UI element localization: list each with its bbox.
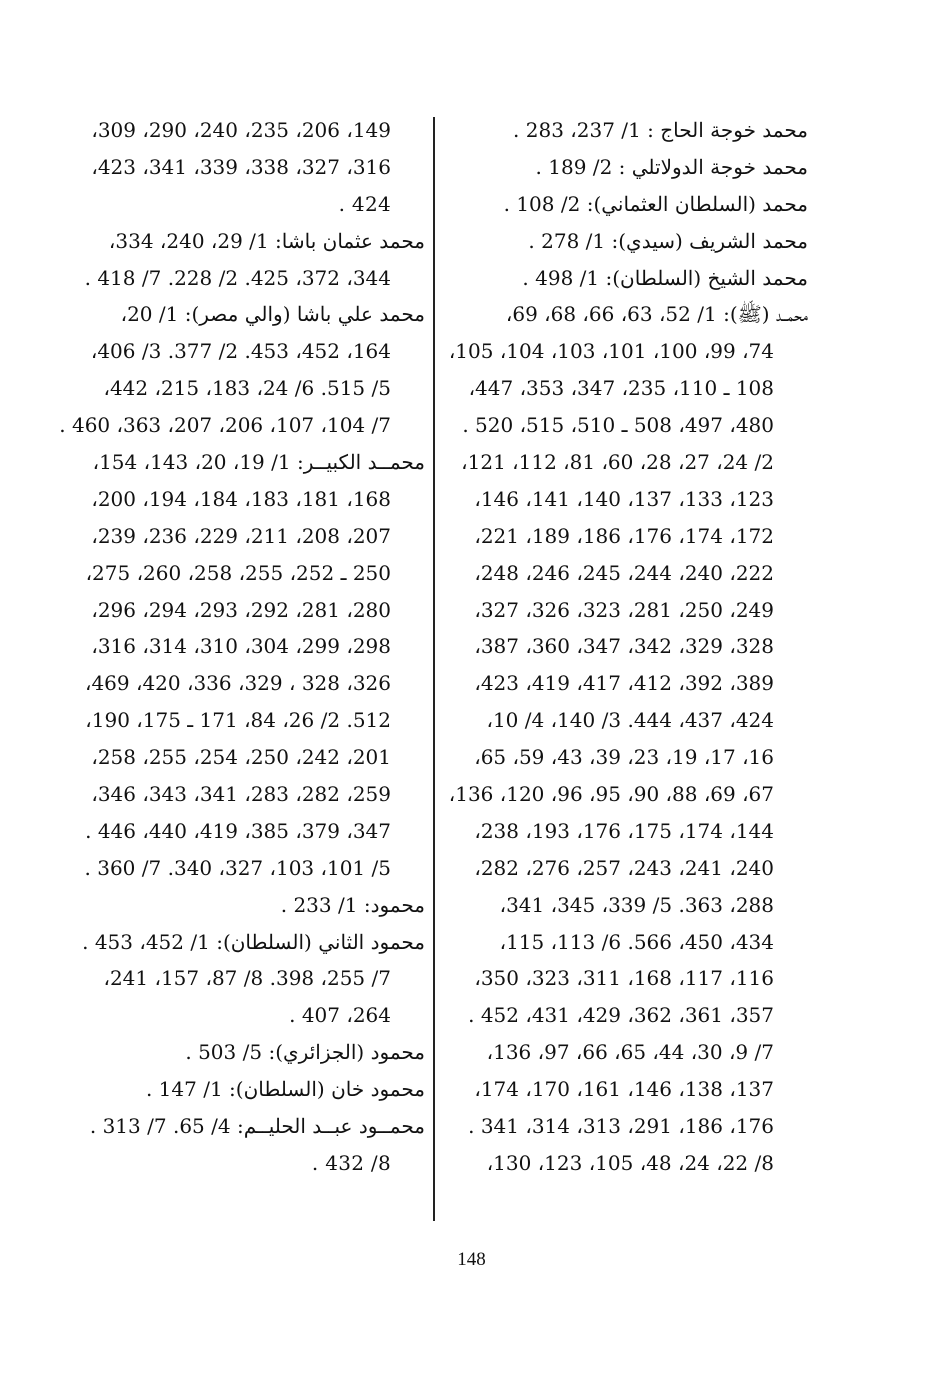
- index-line: محمد علي باشا (والي مصر): 1/ 20،: [120, 302, 425, 327]
- index-line: 347، 379، 385، 419، 440، 446 .: [85, 818, 391, 843]
- index-line: 249، 250، 281، 323، 326، 327،: [474, 597, 774, 622]
- index-line: محمد عثمان باشا: 1/ 29، 240، 334،: [108, 228, 425, 253]
- index-line: 16، 17، 19، 23، 39، 43، 59، 65،: [474, 745, 774, 770]
- index-line: 222، 240، 244، 245، 246، 248،: [474, 560, 774, 585]
- index-line: 250 ـ 252، 255، 258، 260، 275،: [85, 560, 391, 585]
- index-line: 424، 437، 444. 3/ 140، 4/ 10،: [486, 708, 774, 733]
- index-line: 207، 208، 211، 229، 236، 239،: [91, 523, 391, 548]
- index-line: 2/ 24، 27، 28، 60، 81، 112، 121،: [461, 450, 774, 475]
- index-line: 480، 497، 508 ـ 510، 515، 520 .: [462, 413, 774, 438]
- index-line: 298، 299، 304، 310، 314، 316،: [91, 634, 391, 659]
- index-line: محمد خوجة الحاج : 1/ 237، 283 .: [513, 118, 808, 142]
- index-line: 240، 241، 243، 257، 276، 282،: [474, 855, 774, 880]
- index-line: 144، 174، 175، 176، 193، 238،: [474, 818, 774, 843]
- index-line: 149، 206، 235، 240، 290، 309،: [91, 118, 391, 142]
- index-line: محمد (السلطان العثماني): 2/ 108 .: [503, 191, 808, 216]
- index-line: 344، 372، 425. 2/ 228. 7/ 418 .: [84, 265, 391, 290]
- index-line: محمد خوجة الدولاتلي : 2/ 189 .: [535, 154, 808, 179]
- index-line: 176، 186، 291، 313، 314، 341 .: [468, 1114, 774, 1139]
- index-line: محمد الشريف (سيدي): 1/ 278 .: [528, 228, 808, 253]
- index-line: 7/ 104، 107، 206، 207، 363، 460 .: [59, 413, 391, 438]
- index-line: 7/ 255، 398. 8/ 87، 157، 241،: [103, 966, 391, 991]
- index-line: محمود: 1/ 233 .: [280, 892, 425, 917]
- index-line: محمود الثاني (السلطان): 1/ 452، 453 .: [82, 929, 425, 954]
- index-line: محمــد الكبيــر: 1/ 19، 20، 143، 154،: [92, 450, 425, 475]
- index-line: 164، 452، 453. 2/ 377. 3/ 406،: [90, 339, 391, 364]
- index-line: 434، 450، 566. 6/ 113، 115،: [499, 929, 774, 954]
- index-column-right: [440, 112, 808, 1182]
- index-line: 5/ 515. 6/ 24، 183، 215، 442،: [103, 376, 391, 401]
- index-line: 424 .: [338, 191, 391, 216]
- index-line: 7/ 9، 30، 44، 65، 66، 97، 136،: [486, 1040, 774, 1065]
- index-line: 116، 117، 168، 311، 323، 350،: [474, 966, 774, 991]
- index-line: 316، 327، 338، 339، 341، 423،: [91, 154, 391, 179]
- index-line: 137، 138، 146، 161، 170، 174،: [474, 1077, 774, 1102]
- index-line: 328، 329، 342، 347، 360، 387،: [474, 634, 774, 659]
- index-line: 288، 363. 5/ 339، 345، 341،: [499, 892, 774, 917]
- index-line: 512. 2/ 26، 84، 171 ـ 175، 190،: [85, 708, 391, 733]
- index-line: 326، 328 ، 329، 336، 420، 469،: [84, 671, 391, 696]
- index-line: محمــد (ﷺ): 1/ 52، 63، 66، 68، 69،: [505, 302, 808, 327]
- index-line: 8/ 22، 24، 48، 105، 123، 130،: [486, 1150, 774, 1175]
- column-divider: [433, 117, 435, 1221]
- index-line: 5/ 101، 103، 327، 340. 7/ 360 .: [84, 855, 391, 880]
- index-column-left: [50, 112, 425, 1182]
- index-line: محمود خان (السلطان): 1/ 147 .: [145, 1077, 425, 1102]
- index-line: 168، 181، 183، 184، 194، 200،: [91, 486, 391, 511]
- index-line: 67، 69، 88، 90، 95، 96، 120، 136،: [448, 782, 774, 807]
- index-line: محمود (الجزائري): 5/ 503 .: [185, 1040, 425, 1065]
- index-line: 201، 242، 250، 254، 255، 258،: [91, 745, 391, 770]
- index-line: 389، 392، 412، 417، 419، 423،: [474, 671, 774, 696]
- page-number: 148: [457, 1249, 486, 1270]
- index-line: 264، 407 .: [289, 1003, 391, 1028]
- index-line: 108 ـ 110، 235، 347، 353، 447،: [468, 376, 774, 401]
- index-line: 172، 174، 176، 186، 189، 221،: [474, 523, 774, 548]
- index-line: 74، 99، 100، 101، 103، 104، 105،: [448, 339, 774, 364]
- index-line: 357، 361، 362، 429، 431، 452 .: [468, 1003, 774, 1028]
- index-line: محمــود عبــد الحليــم: 4/ 65. 7/ 313 .: [89, 1114, 425, 1139]
- index-line: محمد الشيخ (السلطان): 1/ 498 .: [522, 265, 808, 290]
- index-line: 8/ 432 .: [311, 1150, 391, 1175]
- index-line: 259، 282، 283، 341، 343، 346،: [91, 782, 391, 807]
- index-line: 280، 281، 292، 293، 294، 296،: [91, 597, 391, 622]
- index-line: 123، 133، 137، 140، 141، 146،: [474, 486, 774, 511]
